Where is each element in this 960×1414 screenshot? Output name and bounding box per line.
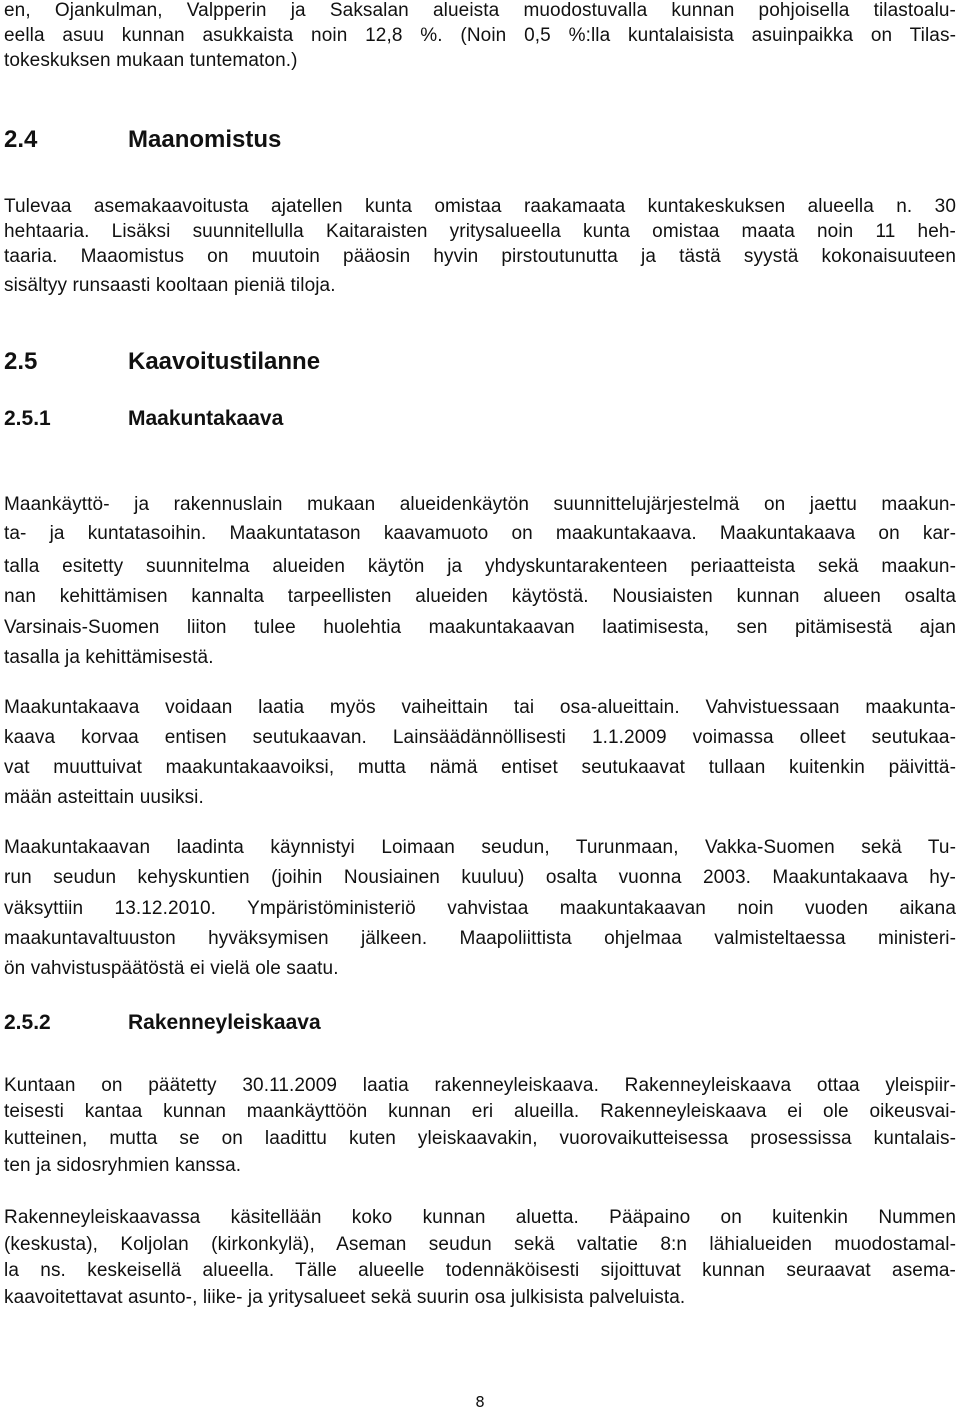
- rakenneyleiskaava-p1-line-3: kutteinen, mutta se on laadittu kuten yleiskaavakin, vuorovaikutteisessa prosessissa kuntalais-: [4, 1128, 956, 1149]
- maakuntakaava-p1-line-1: Maankäyttö- ja rakennuslain mukaan alueidenkäytön suunnittelujärjestelmä on jaettu maakun-: [4, 494, 956, 515]
- rakenneyleiskaava-p2-line-4: kaavoitettavat asunto-, liike- ja yritysalueet sekä suurin osa julkisista palveluista.: [4, 1287, 686, 1308]
- section-title: Kaavoitustilanne: [128, 348, 321, 375]
- maakuntakaava-p3-line-2: run seudun kehyskuntien (joihin Nousiainen kuuluu) osalta vuonna 2003. Maakuntakaava hy-: [4, 867, 956, 888]
- rakenneyleiskaava-p2-line-3: la ns. keskeisellä alueella. Tälle alueelle todennäköisesti sijoittuvat kunnan seuraavat asema-: [4, 1260, 956, 1281]
- maakuntakaava-p2-line-3: vat muuttuivat maakuntakaavoiksi, mutta nämä entiset seutukaavat tullaan kuitenkin päivittä-: [4, 757, 956, 778]
- maakuntakaava-p1-line-5: Varsinais-Suomen liiton tulee huolehtia maakuntakaavan laatimisesta, sen pitämisestä ajan: [4, 617, 956, 638]
- maakuntakaava-p3-line-3: väksyttiin 13.12.2010. Ympäristöministeriö vahvistaa maakuntakaavan noin vuoden aikana: [4, 898, 956, 919]
- section-title: Maakuntakaava: [128, 407, 284, 430]
- section-title: Rakenneyleiskaava: [128, 1011, 321, 1034]
- section-number: 2.5.2: [4, 1011, 51, 1034]
- maakuntakaava-p3-line-4: maakuntavaltuuston hyväksymisen jälkeen. Maapoliittista ohjelmaa valmisteltaessa ministeri-: [4, 928, 956, 949]
- maakuntakaava-p1-line-2: ta- ja kuntatasoihin. Maakuntatason kaavamuoto on maakuntakaava. Maakuntakaava on kar-: [4, 523, 956, 544]
- section-heading-2-5-1: [4, 406, 283, 432]
- section-heading-2-5: [4, 348, 320, 376]
- intro-line-2: eella asuu kunnan asukkaista noin 12,8 %. (Noin 0,5 %:lla kuntalaisista asuinpaikka on Tilas-: [4, 25, 956, 46]
- intro-line-1: en, Ojankulman, Valpperin ja Saksalan alueista muodostuvalla kunnan pohjoisella tilastoalu-: [4, 0, 956, 21]
- maanomistus-line-2: hehtaaria. Lisäksi suunnitellulla Kaitaraisten yritysalueella kunta omistaa maata noin 11 heh-: [4, 221, 956, 242]
- maakuntakaava-p2-line-1: Maakuntakaava voidaan laatia myös vaiheittain tai osa-alueittain. Vahvistuessaan maakunta-: [4, 697, 956, 718]
- rakenneyleiskaava-p1-line-1: Kuntaan on päätetty 30.11.2009 laatia rakenneyleiskaava. Rakenneyleiskaava ottaa yleispiir-: [4, 1075, 956, 1096]
- maakuntakaava-p1-line-4: nan kehittämisen kannalta tarpeellisten alueiden käytöstä. Nousiaisten kunnan alueen osalta: [4, 586, 956, 607]
- maanomistus-line-3: taaria. Maaomistus on muutoin pääosin hyvin pirstoutunutta ja tästä syystä kokonaisuuteen: [4, 246, 956, 267]
- maanomistus-line-1: Tulevaa asemakaavoitusta ajatellen kunta omistaa raakamaata kuntakeskuksen alueella n. 30: [4, 196, 956, 217]
- maakuntakaava-p1-line-3: talla esitetty suunnitelma alueiden käytön ja yhdyskuntarakenteen periaatteista sekä maakun-: [4, 556, 956, 577]
- maakuntakaava-p2-line-4: mään asteittain uusiksi.: [4, 787, 204, 808]
- rakenneyleiskaava-p2-line-1: Rakenneyleiskaavassa käsitellään koko kunnan aluetta. Pääpaino on kuitenkin Nummen: [4, 1207, 956, 1228]
- section-number: 2.5.1: [4, 407, 51, 430]
- section-title: Maanomistus: [128, 126, 282, 153]
- section-number: 2.4: [4, 126, 38, 153]
- section-number: 2.5: [4, 348, 38, 375]
- maakuntakaava-p2-line-2: kaava korvaa entisen seutukaavan. Lainsäädännöllisesti 1.1.2009 voimassa olleet seutukaa-: [4, 727, 956, 748]
- rakenneyleiskaava-p2-line-2: (keskusta), Koljolan (kirkonkylä), Aseman seudun sekä valtatie 8:n lähialueiden muodostamal-: [4, 1234, 956, 1255]
- section-heading-2-5-2: [4, 1010, 321, 1036]
- maakuntakaava-p3-line-1: Maakuntakaavan laadinta käynnistyi Loimaan seudun, Turunmaan, Vakka-Suomen sekä Tu-: [4, 837, 956, 858]
- maakuntakaava-p3-line-5: ön vahvistuspäätöstä ei vielä ole saatu.: [4, 958, 339, 979]
- maakuntakaava-p1-line-6: tasalla ja kehittämisestä.: [4, 647, 214, 668]
- section-heading-2-4: [4, 126, 281, 154]
- maanomistus-line-4: sisältyy runsaasti kooltaan pieniä tiloja.: [4, 275, 336, 296]
- rakenneyleiskaava-p1-line-4: ten ja sidosryhmien kanssa.: [4, 1155, 242, 1176]
- page-number: 8: [475, 1393, 485, 1411]
- rakenneyleiskaava-p1-line-2: teisesti kantaa kunnan maankäyttöön kunnan eri alueilla. Rakenneyleiskaava ei ole oikeusvai-: [4, 1101, 956, 1122]
- intro-line-3: tokeskuksen mukaan tuntematon.): [4, 50, 298, 71]
